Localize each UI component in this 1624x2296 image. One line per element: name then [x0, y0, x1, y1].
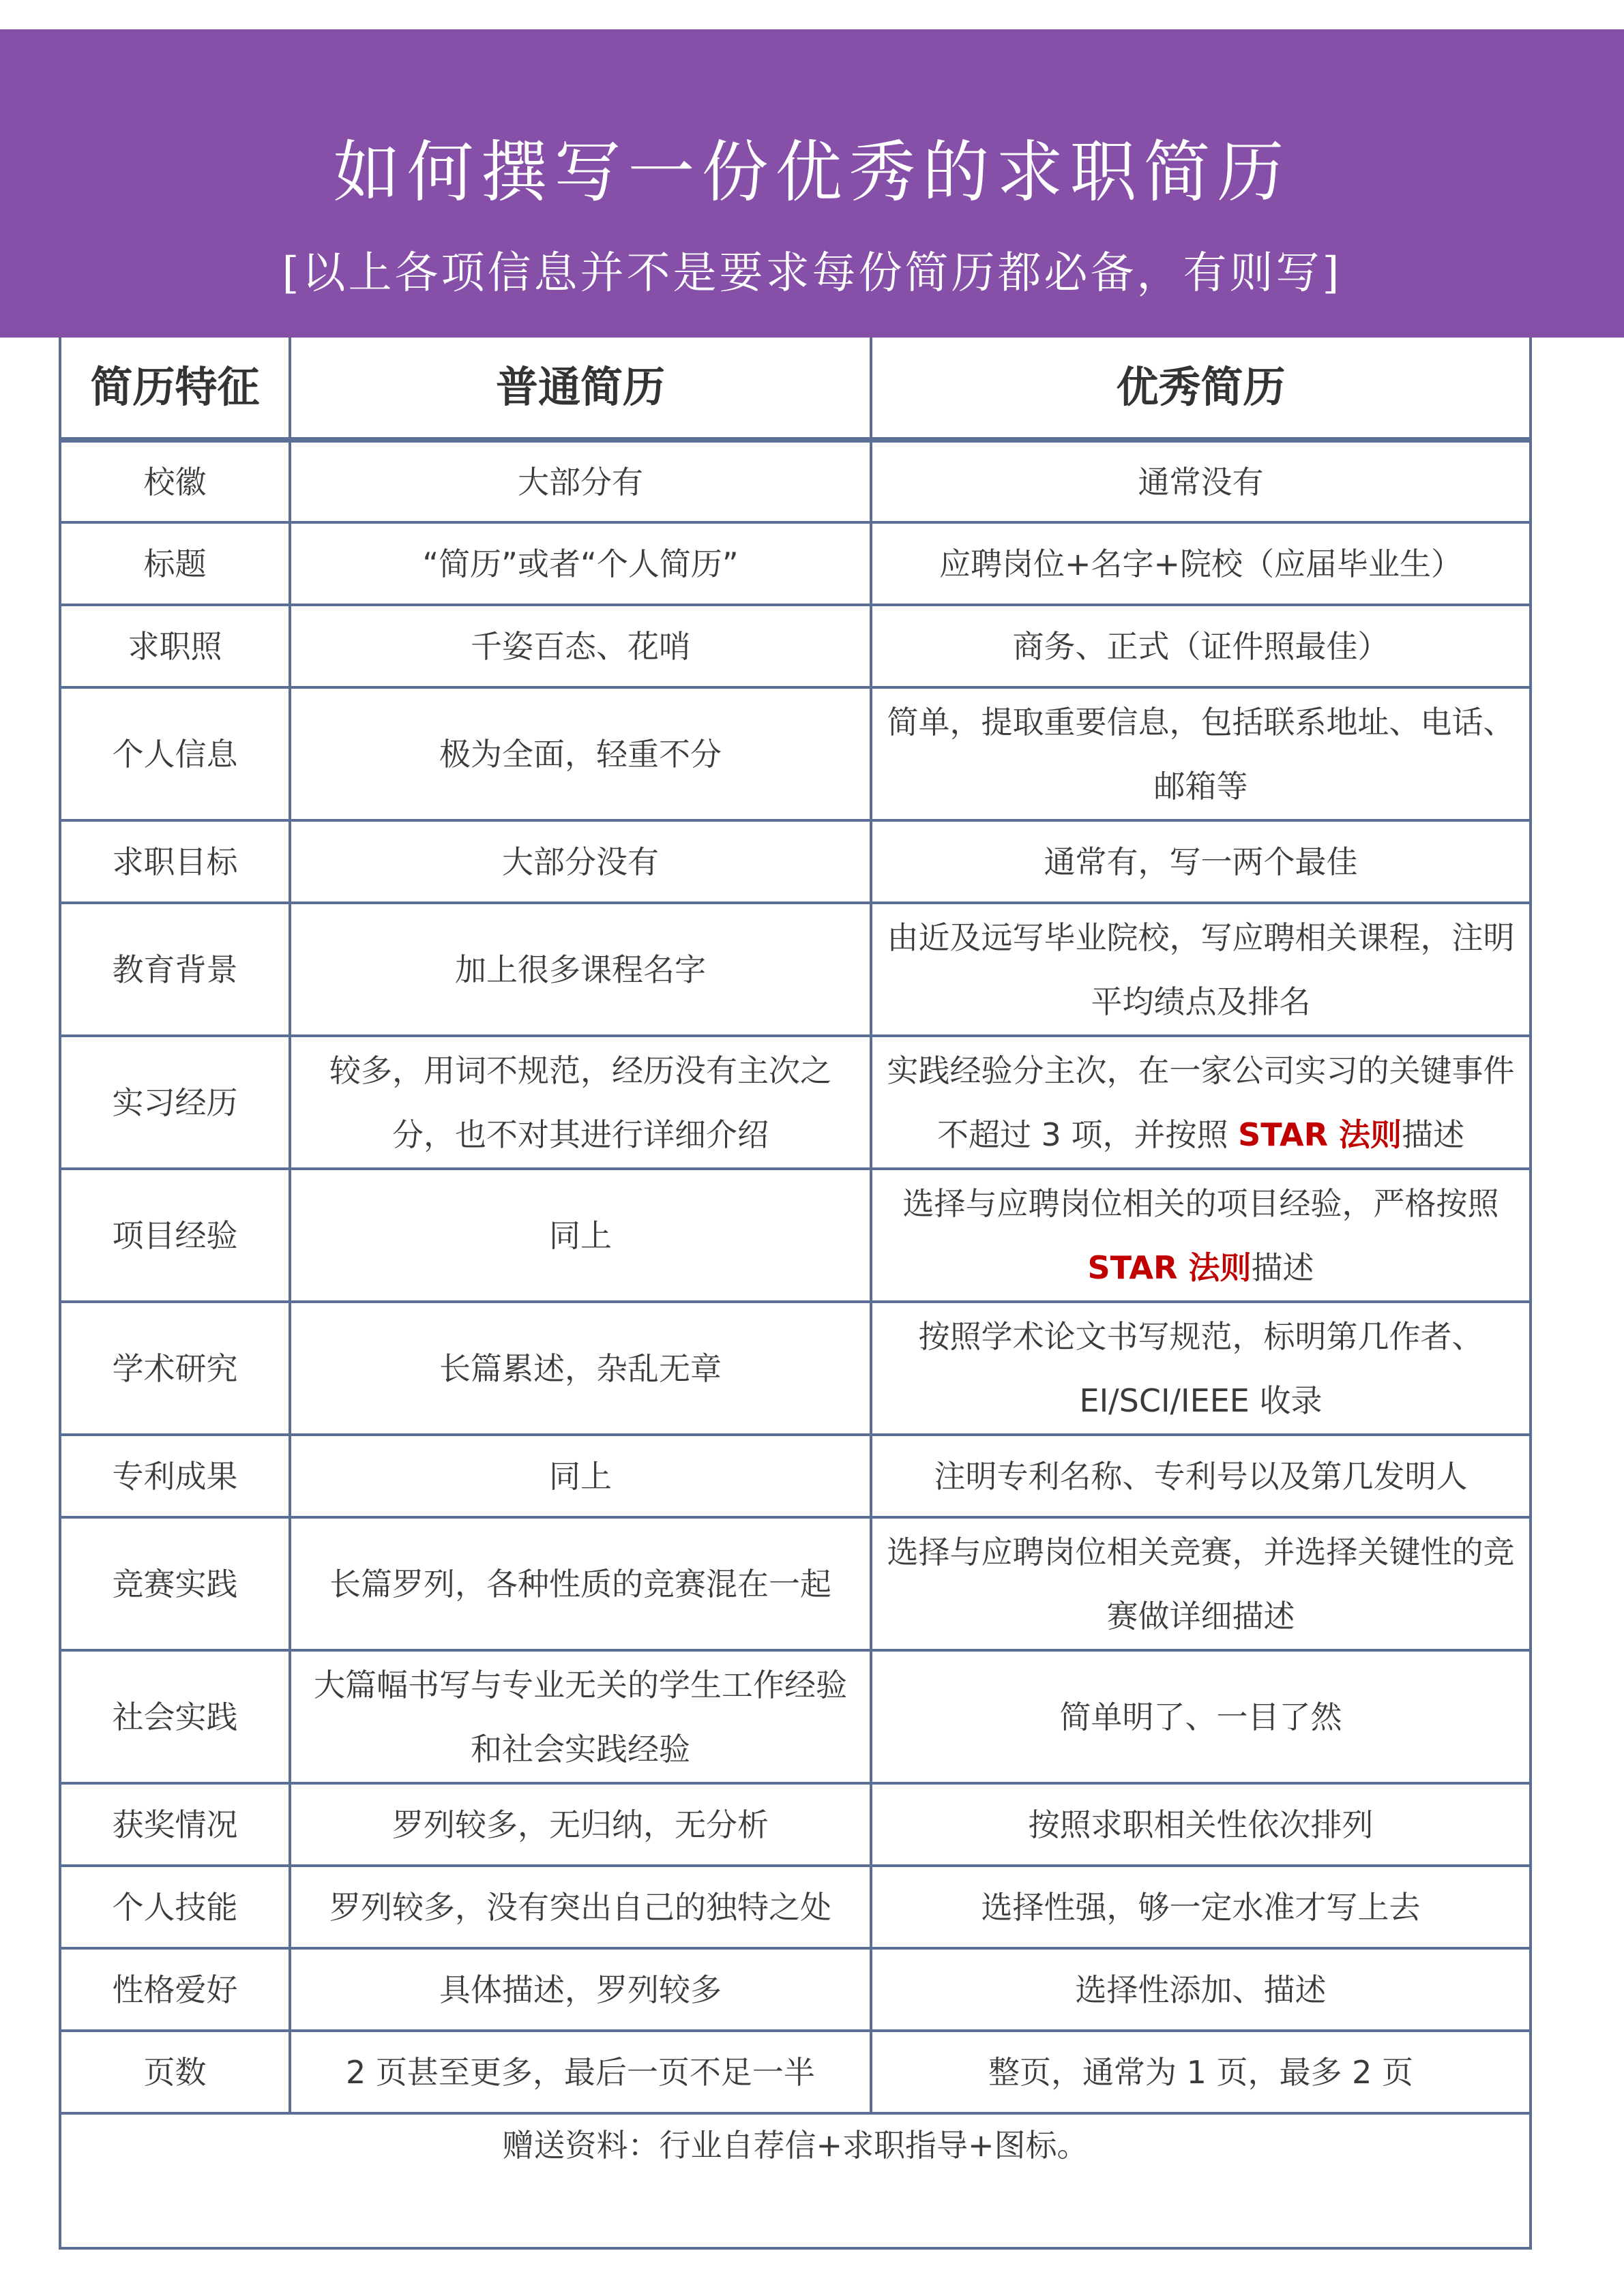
feature-cell: 个人信息: [60, 687, 290, 820]
column-header-feature: 简历特征: [60, 338, 290, 440]
table-row: [60, 820, 1531, 903]
normal-resume-cell: 大篇幅书写与专业无关的学生工作经验和社会实践经验: [290, 1650, 871, 1783]
excellent-resume-cell: 商务、正式（证件照最佳）: [871, 605, 1531, 687]
text-segment: 描述: [1251, 1249, 1314, 1286]
page-title: 如何撰写一份优秀的求职简历: [333, 134, 1291, 211]
excellent-resume-cell: 整页，通常为 1 页，最多 2 页: [871, 2031, 1531, 2113]
normal-resume-cell: 同上: [290, 1169, 871, 1302]
feature-cell: 校徽: [60, 440, 290, 522]
excellent-resume-cell: 通常有，写一两个最佳: [871, 820, 1531, 903]
excellent-resume-cell: 注明专利名称、专利号以及第几发明人: [871, 1435, 1531, 1517]
star-method-highlight: STAR 法则: [1238, 1116, 1402, 1153]
table-row: [60, 1302, 1531, 1435]
normal-resume-cell: 罗列较多，没有突出自己的独特之处: [290, 1866, 871, 1948]
feature-cell: 专利成果: [60, 1435, 290, 1517]
table-row: [60, 1435, 1531, 1517]
footer-row: [60, 2113, 1531, 2248]
normal-resume-cell: 同上: [290, 1435, 871, 1517]
excellent-resume-cell: 通常没有: [871, 440, 1531, 522]
feature-cell: 性格爱好: [60, 1948, 290, 2031]
table-row: [60, 1783, 1531, 1866]
feature-cell: 标题: [60, 522, 290, 605]
column-header-normal: 普通简历: [290, 338, 871, 440]
normal-resume-cell: 长篇累述，杂乱无章: [290, 1302, 871, 1435]
table-row: [60, 522, 1531, 605]
normal-resume-cell: 大部分没有: [290, 820, 871, 903]
star-method-highlight: STAR 法则: [1087, 1249, 1252, 1286]
feature-cell: 个人技能: [60, 1866, 290, 1948]
normal-resume-cell: 千姿百态、花哨: [290, 605, 871, 687]
text-segment: 选择与应聘岗位相关的项目经验，严格按照: [902, 1184, 1499, 1222]
feature-cell: 教育背景: [60, 903, 290, 1036]
excellent-resume-cell: 选择与应聘岗位相关竞赛，并选择关键性的竞赛做详细描述: [871, 1517, 1531, 1650]
feature-cell: 竞赛实践: [60, 1517, 290, 1650]
text-segment: 实践经验分主次，在一家公司实习的关键事件不超过 3 项，并按照: [887, 1052, 1515, 1153]
table-row: [60, 1866, 1531, 1948]
excellent-resume-cell: 选择性添加、描述: [871, 1948, 1531, 2031]
feature-cell: 页数: [60, 2031, 290, 2113]
excellent-resume-cell: [871, 1036, 1531, 1169]
feature-cell: 获奖情况: [60, 1783, 290, 1866]
excellent-resume-cell: 按照学术论文书写规范，标明第几作者、EI/SCI/IEEE 收录: [871, 1302, 1531, 1435]
table-row: [60, 605, 1531, 687]
table-header-row: [60, 338, 1531, 440]
normal-resume-cell: 较多，用词不规范，经历没有主次之分，也不对其进行详细介绍: [290, 1036, 871, 1169]
excellent-resume-cell: [871, 1169, 1531, 1302]
column-header-excellent: 优秀简历: [871, 338, 1531, 440]
normal-resume-cell: 大部分有: [290, 440, 871, 522]
text-segment: 描述: [1402, 1116, 1465, 1153]
normal-resume-cell: 加上很多课程名字: [290, 903, 871, 1036]
bonus-materials-note: 赠送资料：行业自荐信+求职指导+图标。: [60, 2113, 1531, 2248]
table-row: [60, 1650, 1531, 1783]
title-banner: [0, 29, 1624, 338]
normal-resume-cell: “简历”或者“个人简历”: [290, 522, 871, 605]
excellent-resume-cell: 选择性强，够一定水准才写上去: [871, 1866, 1531, 1948]
table-row: [60, 1517, 1531, 1650]
normal-resume-cell: 长篇罗列，各种性质的竞赛混在一起: [290, 1517, 871, 1650]
table-row: [60, 903, 1531, 1036]
normal-resume-cell: 极为全面，轻重不分: [290, 687, 871, 820]
table-row: [60, 440, 1531, 522]
feature-cell: 求职照: [60, 605, 290, 687]
table-row: [60, 1948, 1531, 2031]
normal-resume-cell: 具体描述，罗列较多: [290, 1948, 871, 2031]
excellent-resume-cell: 简单明了、一目了然: [871, 1650, 1531, 1783]
excellent-resume-cell: 按照求职相关性依次排列: [871, 1783, 1531, 1866]
table-row: [60, 1169, 1531, 1302]
table-row: [60, 687, 1531, 820]
feature-cell: 实习经历: [60, 1036, 290, 1169]
feature-cell: 求职目标: [60, 820, 290, 903]
table-row: [60, 2031, 1531, 2113]
feature-cell: 社会实践: [60, 1650, 290, 1783]
table-row: [60, 1036, 1531, 1169]
excellent-resume-cell: 由近及远写毕业院校，写应聘相关课程，注明平均绩点及排名: [871, 903, 1531, 1036]
feature-cell: 项目经验: [60, 1169, 290, 1302]
page-subtitle: [以上各项信息并不是要求每份简历都必备，有则写]: [282, 248, 1342, 299]
excellent-resume-cell: 简单，提取重要信息，包括联系地址、电话、邮箱等: [871, 687, 1531, 820]
normal-resume-cell: 罗列较多，无归纳，无分析: [290, 1783, 871, 1866]
excellent-resume-cell: 应聘岗位+名字+院校（应届毕业生）: [871, 522, 1531, 605]
normal-resume-cell: 2 页甚至更多，最后一页不足一半: [290, 2031, 871, 2113]
feature-cell: 学术研究: [60, 1302, 290, 1435]
comparison-table: [59, 338, 1532, 2250]
